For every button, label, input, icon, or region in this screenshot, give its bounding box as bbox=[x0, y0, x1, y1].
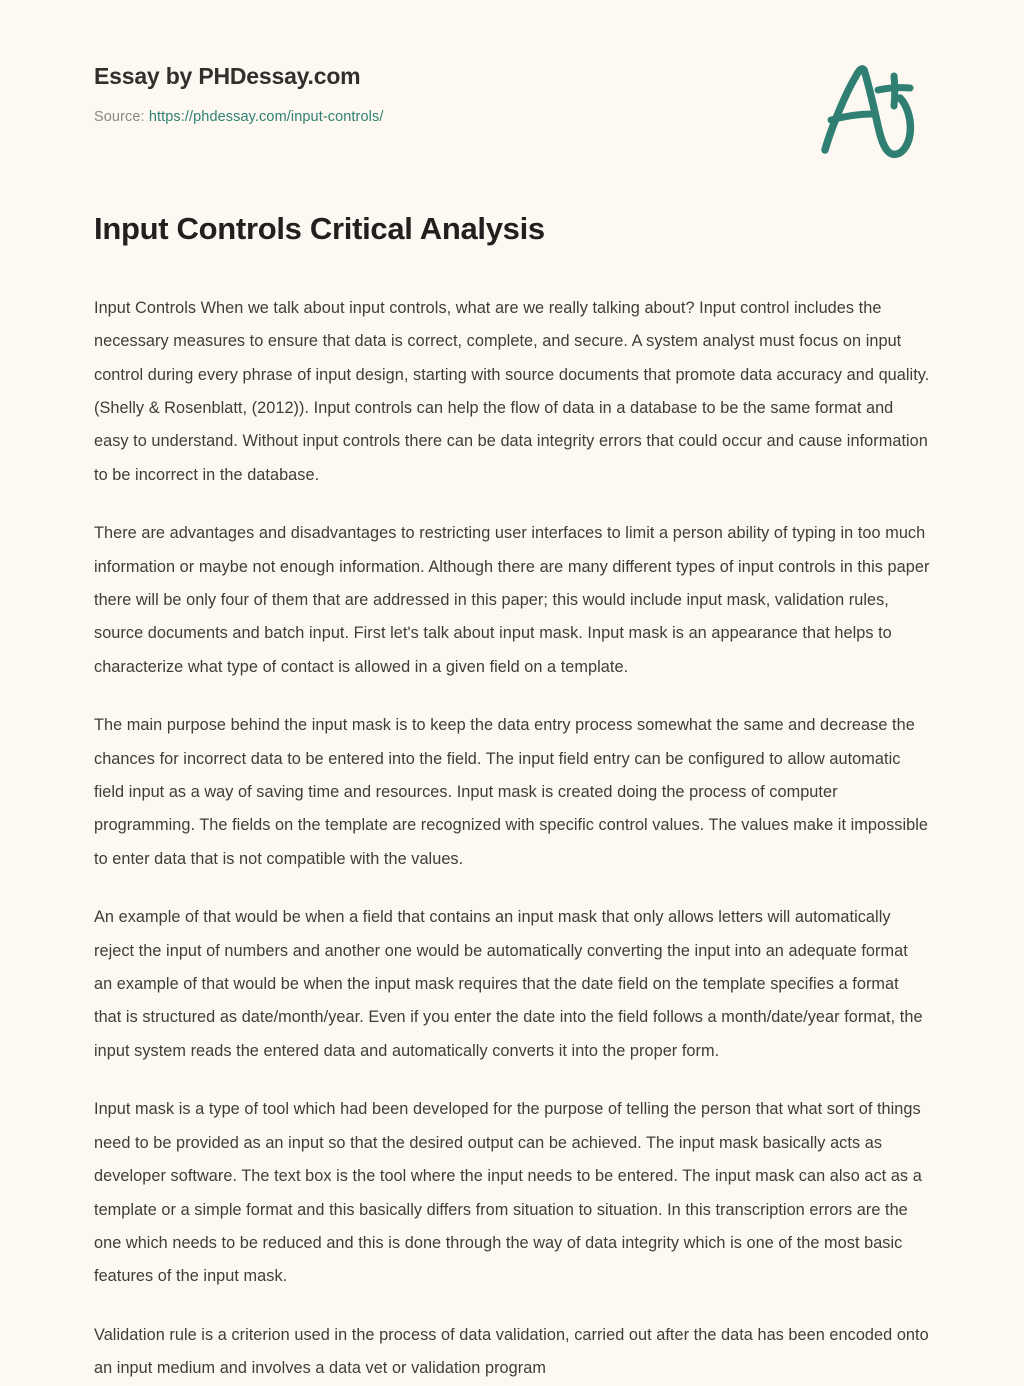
brand-title: Essay by PHDessay.com bbox=[94, 63, 361, 89]
paragraph: Input Controls When we talk about input controls, what are we really talking about? Input control includes the necessary measures to ensure that data is correct, complete, and secure. A system analyst must focus on input control during every phrase of input design, starting with source documents that promote data accuracy and quality. (Shelly & Rosenblatt, (2012)). Input controls can help the flow of data in a database to be the same format and easy to understand. Without input controls there can be data integrity errors that could occur and cause information to be incorrect in the database. bbox=[94, 298, 930, 484]
source-label: Source: bbox=[94, 108, 145, 125]
paragraph: Input mask is a type of tool which had been developed for the purpose of telling the person that what sort of things need to be provided as an input so that the desired output can be achieved. The input mask basically acts as developer software. The text box is the tool where the input needs to be entered. The input mask can also act as a template or a simple format and this basically differs from situation to situation. In this transcription errors are the one which needs to be reduced and this is done through the way of data integrity which is one of the most basic features of the input mask. bbox=[94, 1100, 922, 1286]
paragraph: The main purpose behind the input mask is to keep the data entry process somewhat the same and decrease the chances for incorrect data to be entered into the field. The input field entry can be configured to allow automatic field input as a way of saving time and resources. Input mask is created doing the process of computer programming. The fields on the template are recognized with specific control values. The values make it impossible to enter data that is not compatible with the values. bbox=[94, 716, 929, 868]
aplus-logo-icon bbox=[800, 52, 940, 162]
article-body bbox=[94, 249, 930, 1386]
source-url-link[interactable]: https://phdessay.com/input-controls/ bbox=[148, 108, 384, 125]
page-title: Input Controls Critical Analysis bbox=[94, 211, 545, 246]
page-header bbox=[94, 0, 930, 125]
paragraph: An example of that would be when a field that contains an input mask that only allows letters will automatically reject the input of numbers and another one would be automatically converting the input into an adequate format an example of that would be when the input mask requires that the date field on the template specifies a format that is structured as date/month/year. Even if you enter the date into the field follows a month/date/year format, the input system reads the entered data and automatically converts it into the proper form. bbox=[94, 908, 923, 1060]
paragraph: There are advantages and disadvantages to restricting user interfaces to limit a person ability of typing in too much information or maybe not enough information. Although there are many different types of input controls in this paper there will be only four of them that are addressed in this paper; this would include input mask, validation rules, source documents and batch input. First let's talk about input mask. Input mask is an appearance that helps to characterize what type of contact is allowed in a given field on a template. bbox=[94, 524, 930, 676]
paragraph: Validation rule is a criterion used in the process of data validation, carried out after the data has been encoded onto an input medium and involves a data vet or validation program bbox=[94, 1325, 929, 1378]
